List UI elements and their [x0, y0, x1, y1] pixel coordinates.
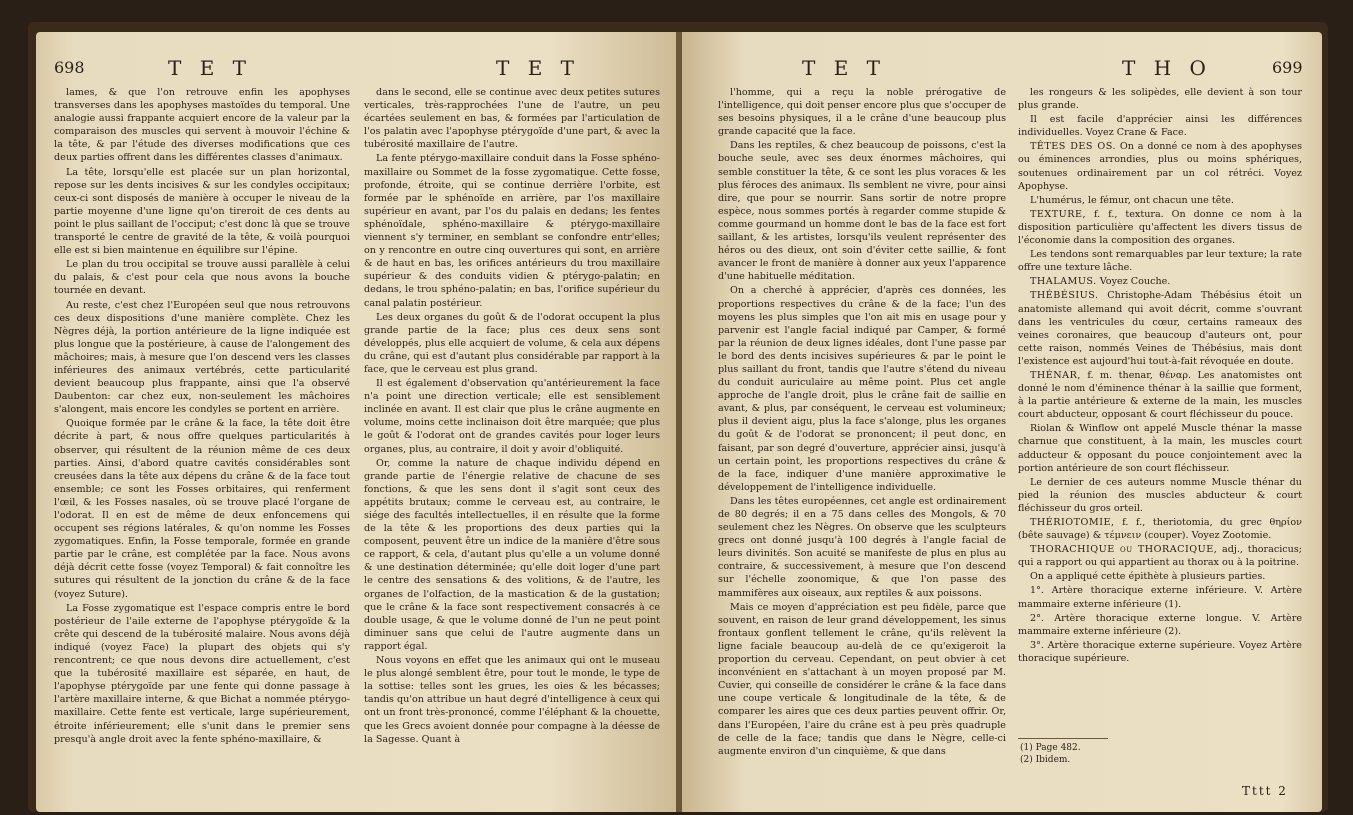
paragraph: l'homme, qui a reçu la noble prérogative de l'intelligence, qui doit penser encore plus que s'occuper de ses besoins physiques, il a le crâne d'une beaucoup plus grande capacité que la face. — [718, 87, 1006, 138]
entry-headword: THÉRIOTOMIE, — [1030, 517, 1115, 528]
dictionary-entry — [1018, 208, 1302, 247]
paragraph: On a cherché à apprécier, d'après ces données, les proportions respectives du crâne & de la face; l'un des moyens les plus simples que l'on ait mis en usage pour y parvenir est l'angle facial indiqué par Camper, & formé par la réunion de deux lignes idéales, dont l'une passe par le bord des dents incisives supérieures & par le point le plus saillant du front, tandis que l'autre s'étend du niveau du conduit auriculaire au même point. Plus cet angle approche de l'angle droit, plus le crâne fait de saillie en avant, & plus, par conséquent, le cerveau est volumineux; plus il devient aigu, plus la face s'alonge, plus les organes du goût & de l'odorat se prononcent; il peut donc, en faisant, par son degré d'ouverture, apprécier ainsi, jusqu'à un certain point, les proportions respectives du crâne & de la face, indiquer d'une manière approximative le développement de l'intelligence individuelle. — [718, 285, 1006, 493]
running-head-left-col1: T E T — [168, 56, 252, 80]
paragraph: Dans les reptiles, & chez beaucoup de poissons, c'est la bouche seule, avec ses deux énormes mâchoires, qui semble constituer la tête, & ce sont les plus voraces & les plus féroces des animaux. Ils semblent ne vivre, pour ainsi dire, que pour se nourrir. Sans sortir de notre propre espèce, nous sommes portés à regarder comme stupide & comme gourmand un homme dont le bas de la face est fort saillant, & les artistes, lorsqu'ils veulent représenter des héros ou des dieux, ont soin d'éviter cette saillie, & font avancer le front de manière à donner aux yeux l'apparence d'une habituelle méditation. — [718, 140, 1006, 283]
paragraph: Mais ce moyen d'appréciation est peu fidèle, parce que souvent, en raison de leur grand développement, les sinus frontaux gonflent tellement le crâne, qu'ils relèvent la ligne faciale beaucoup au-delà de ce qu'exigeroit la proportion du cerveau. Cependant, on peut obvier à cet inconvénient en s'attachant à un moyen proposé par M. Cuvier, qui conseille de considérer le crâne & la face dans une coupe verticale & longitudinale de la tête, & de comparer les aires que ces deux parties peuvent offrir. Or, dans l'Européen, l'aire du crâne est à peu près quadruple de celle de la face; tandis que dans le Nègre, celle-ci augmente environ d'un cinquième, & que dans — [718, 601, 1006, 757]
right-page — [682, 32, 1322, 812]
entry-headword: TÊTES DES OS. — [1030, 141, 1116, 153]
running-head-left-col2: T E T — [496, 56, 580, 80]
dictionary-entry — [1018, 369, 1302, 421]
paragraph: lames, & que l'on retrouve enfin les apophyses transverses dans les apophyses mastoïdes du temporal. Une analogie aussi frappante acquiert encore de la valeur par la comparaison des muscles qui servent à mouvoir l'échine & la tête, & par l'étude des diverses modifications que ces deux parties offrent dans les différentes classes d'animaux. — [54, 87, 350, 164]
entry-text: f. m. thenar, θέναρ. Les anatomistes ont donné le nom d'éminence thénar à la saillie que forment, à la partie antérieure & externe de la main, les muscles court abducteur, opposant & court fléchisseur du pouce. — [1018, 369, 1302, 421]
entry-headword: TEXTURE, — [1030, 208, 1086, 220]
page-number-left: 698 — [54, 58, 85, 77]
footnotes — [1020, 742, 1081, 766]
dictionary-entry — [1018, 543, 1302, 569]
paragraph: 1°. Artère thoracique externe inférieure. V. Artère mammaire externe inférieure (1). — [1018, 585, 1302, 610]
paragraph: Or, comme la nature de chaque individu dépend en grande partie de l'énergie relative de chacune de ses fonctions, & que les sens dont il s'agit sont ceux des appétits brutaux; comme le cerveau est, au contraire, le siége des facultés intellectuelles, il en résulte que la forme de la tête & les proportions des deux parties qui la composent, peuvent être un indice de la manière d'être sous ce rapport, & cela, d'autant plus qu'elle a un volume donné & une destination déterminée; qu'elle doit loger d'une part le centre des sensations & des volitions, & de l'autre, les organes de l'olfaction, de la mastication & de la gustation; que le crâne & la face sont respectivement consacrés à ce double usage, & que le volume donné de l'un ne peut point diminuer sans que celui de l'autre augmente dans un rapport égal. — [364, 457, 660, 652]
footnote-2: (2) Ibidem. — [1020, 755, 1071, 765]
paragraph: Il est facile d'apprécier ainsi les différences individuelles. Voyez Crane & Face. — [1018, 114, 1302, 139]
paragraph: Quoique formée par le crâne & la face, la tête doit être décrite à part, & nous offre quelques particularités à observer, qui résultent de la réunion même de ces deux parties. Ainsi, d'abord quatre cavités considérables sont creusées dans la tête aux dépens du crâne & de la face tout ensemble; ce sont les Fosses orbitaires, qui renferment l'œil, & les Fosses nasales, où se trouve placé l'organe de l'odorat. Il en est de même de deux enfoncemens qui occupent ses régions latérales, & qu'on nomme les Fosses zygomatiques. Enfin, la Fosse temporale, formée en grande partie par le crâne, est complétée par la face. Nous avons déjà décrit cette fosse (voyez Temporal) & fait connoître les sutures qui résultent de la jonction du crâne & de la face (voyez Suture). — [54, 418, 350, 600]
entry-text: Christophe-Adam Thébésius étoit un anatomiste allemand qui avoit décrit, comme s'ouvrant dans les ventricules du cœur, certains rameaux des veines coronaires, que beaucoup d'auteurs ont, pour cette raison, nommés Veines de Thébésius, mais dont l'existence est aujourd'hui tout-à-fait révoquée en doute. — [1018, 290, 1302, 367]
paragraph: Dans les têtes européennes, cet angle est ordinairement de 80 degrés; il en a 75 dans celles des Mongols, & 70 seulement chez les Nègres. On observe que les sculpteurs grecs ont donné jusqu'à 100 degrés à l'angle facial de leurs divinités. Son acuité se manifeste de plus en plus au contraire, & successivement, à mesure que l'on descend sur l'échelle zoonomique, & que l'on passe des mammifères aux oiseaux, aux reptiles & aux poissons. — [718, 495, 1006, 599]
dictionary-entry — [1018, 140, 1302, 192]
footnote-rule — [1018, 738, 1108, 739]
left-page — [36, 32, 678, 812]
dictionary-entry — [1018, 516, 1302, 542]
running-head-right-col2: T H O — [1122, 56, 1212, 80]
paragraph: L'humérus, le fémur, ont chacun une tête. — [1030, 194, 1234, 206]
paragraph: 2°. Artère thoracique externe longue. V. Artère mammaire externe inférieure (2). — [1018, 612, 1302, 637]
entry-headword: THÉBÉSIUS. — [1030, 290, 1099, 302]
paragraph: Nous voyons en effet que les animaux qui ont le museau le plus alongé semblent être, pour tout le monde, le type de la sottise: telles sont les grues, les oies & les bécasses; tandis qu'on attribue un haut degré d'intelligence à ceux qui ont un front très-prononcé, comme l'éléphant & la chouette, que les Grecs avoient donnée pour compagne à la déesse de la Sagesse. Quant à — [364, 655, 660, 745]
paragraph: La Fosse zygomatique est l'espace compris entre le bord postérieur de l'aile externe de l'apophyse ptérygoïde & la crête qui descend de la tubérosité malaire. Nous avons déjà indiqué (voyez Face) la plupart des objets qui s'y rencontrent; ce que nous devons dire actuellement, c'est que la tubérosité maxillaire est séparée, en haut, de l'apophyse ptérygoïde par une fente qui donne passage à l'artère maxillaire interne, & que Bichat a nommée ptérygo-maxillaire. Cette fente est verticale, large supérieurement, étroite inférieurement; elle s'unit dans le premier sens presqu'à angle droit avec la fente sphéno-maxillaire, & — [54, 602, 350, 745]
paragraph: Le dernier de ces auteurs nomme Muscle thénar du pied la réunion des muscles abducteur & court fléchisseur du gros orteil. — [1018, 476, 1302, 514]
footnote-1: (1) Page 482. — [1020, 743, 1081, 753]
paragraph: Les deux organes du goût & de l'odorat occupent la plus grande partie de la face; plus ces deux sens sont développés, plus elle acquiert de volume, & cela aux dépens du crâne, qui est d'autant plus considérable par rapport à la face, que le cerveau est plus grand. — [364, 311, 660, 375]
page-number-right: 699 — [1272, 58, 1303, 77]
entry-text: f. f., theriotomia, du grec θηρίον (bête sauvage) & τέμνειν (couper). Voyez Zootomie. — [1018, 517, 1302, 542]
paragraph: Le plan du trou occipital se trouve aussi parallèle à celui du palais, & c'est pour cela que nous avons la bouche tournée en devant. — [54, 259, 350, 297]
right-page-column-2 — [1018, 86, 1302, 666]
entry-headword: THORACHIQUE ou THORACIQUE, — [1030, 544, 1218, 556]
paragraph: La tête, lorsqu'elle est placée sur un plan horizontal, repose sur les dents incisives & sur les condyles occipitaux; ceux-ci sont disposés de manière à occuper le niveau de la partie moyenne d'une ligne qu'on tireroit de ces dents au point le plus saillant de l'occiput; c'est donc là que se trouve transporté le centre de gravité de la tête, & voilà pourquoi elle est si bien maintenue en équilibre sur l'épine. — [54, 166, 350, 257]
paragraph: La fente ptérygo-maxillaire conduit dans la Fosse sphéno-maxillaire ou Sommet de la fosse zygomatique. Cette fosse, profonde, étroite, qui se continue derrière l'orbite, est formée par le sphénoïde en arrière, par l'os maxillaire supérieur en avant, par l'os du palais en dedans; les fentes sphénoïdale, sphéno-maxillaire & ptérygo-maxillaire viennent s'y terminer, en semblant se confondre entr'elles; on y rencontre en outre cinq ouvertures qui sont, en arrière & de haut en bas, les orifices antérieurs du trou maxillaire supérieur & des conduits vidien & ptérygo-palatin; en dedans, le trou sphéno-palatin; en bas, l'orifice supérieur du canal palatin postérieur. — [364, 153, 660, 309]
paragraph: 3°. Artère thoracique externe supérieure. Voyez Artère thoracique supérieure. — [1018, 639, 1302, 664]
left-page-column-1 — [54, 86, 350, 747]
paragraph: Il est également d'observation qu'antérieurement la face n'a point une direction verticale; elle est sensiblement inclinée en avant. Il est clair que plus le crâne augmente en volume, moins cette inclinaison doit être marquée; que plus le goût & l'odorat ont de grandes cavités pour loger leurs organes, plus, au contraire, il doit y avoir d'obliquité. — [364, 378, 660, 455]
dictionary-entry — [1018, 289, 1302, 368]
signature-mark: Tttt 2 — [1242, 784, 1288, 798]
paragraph: dans le second, elle se continue avec deux petites sutures verticales, très-rapprochées l'une de l'autre, un peu écartées seulement en bas, & formées par l'articulation de l'os palatin avec l'apophyse ptérygoïde d'une part, & avec la tubérosité maxillaire de l'autre. — [364, 87, 660, 151]
right-page-column-1 — [718, 86, 1006, 759]
entry-text: Voyez Couche. — [1099, 276, 1171, 288]
running-head-right-col1: T E T — [802, 56, 886, 80]
paragraph: Au reste, c'est chez l'Européen seul que nous retrouvons ces deux dispositions d'une manière complète. Chez les Nègres déjà, la portion antérieure de la ligne indiquée est plus longue que la postérieure, à cause de l'alongement des mâchoires; mais, à mesure que l'on descend vers les classes inférieures des animaux vertébrés, cette particularité devient beaucoup plus frappante, ainsi que l'a observé Daubenton: car chez eux, non-seulement les mâchoires s'alongent, mais encore les condyles se portent en arrière. — [54, 299, 350, 416]
entry-text: f. f., textura. On donne ce nom à la disposition particulière qu'affectent les divers tissus de l'économie dans la composition des organes. — [1018, 208, 1302, 247]
entry-headword: THALAMUS. — [1030, 276, 1097, 288]
entry-text: On a donné ce nom à des apophyses ou éminences arrondies, plus ou moins sphériques, soutenues ordinairement par un col rétréci. Voyez Apophyse. — [1018, 141, 1302, 192]
dictionary-entry — [1018, 275, 1302, 288]
paragraph: Riolan & Winflow ont appelé Muscle thénar la masse charnue que constituent, à la main, les muscles court adducteur & opposant du pouce conjointement avec la portion antérieure de son court fléchisseur. — [1018, 423, 1302, 474]
paragraph: On a appliqué cette épithète à plusieurs parties. — [1030, 571, 1266, 583]
entry-headword: THÉNAR, — [1030, 369, 1081, 381]
open-book — [28, 22, 1328, 812]
paragraph: les rongeurs & les solipèdes, elle devient à son tour plus grande. — [1018, 87, 1302, 112]
paragraph: Les tendons sont remarquables par leur texture; la rate offre une texture lâche. — [1018, 249, 1302, 274]
entry-text: adj., thoracicus; qui a rapport ou qui appartient au thorax ou à la poitrine. — [1018, 544, 1302, 569]
left-page-column-2 — [364, 86, 660, 747]
